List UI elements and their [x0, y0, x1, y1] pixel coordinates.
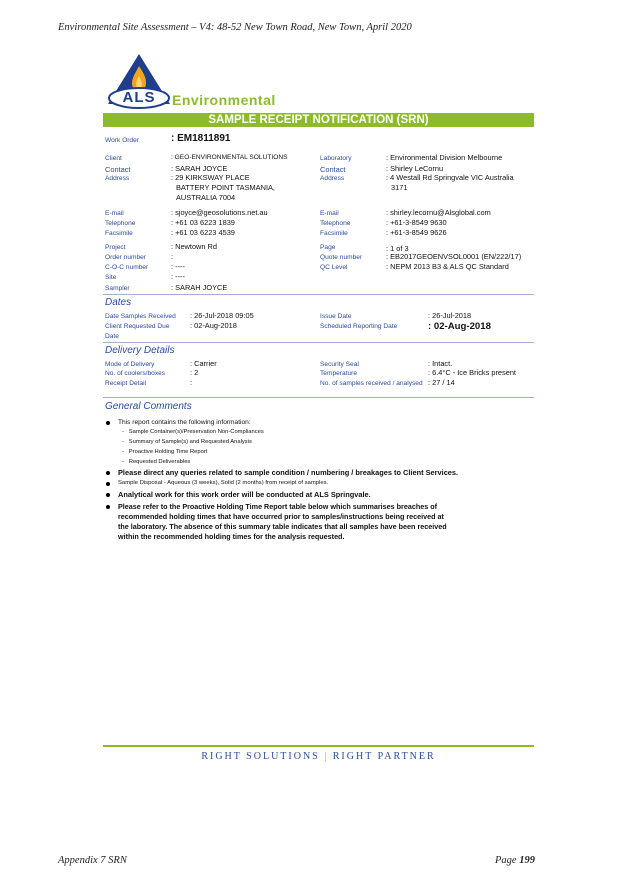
comment-bullet-5-line1: Please refer to the Proactive Holding Time Report table below which summarises breaches of — [118, 502, 438, 511]
facsimile-value: : +61 03 6223 4539 — [171, 228, 235, 238]
email-label: E-mail — [105, 210, 124, 217]
contact-label: Contact — [105, 165, 131, 174]
tagline-left: RIGHT SOLUTIONS — [201, 751, 320, 762]
dates-title: Dates — [105, 297, 132, 308]
scheduled-date-label: Scheduled Reporting Date — [320, 323, 398, 330]
page-footer-right — [495, 855, 535, 866]
lab-telephone-value: : +61-3-8549 9630 — [386, 218, 447, 228]
sampler-label: Sampler — [105, 285, 130, 292]
comment-sub-1-text: Sample Container(s)/Preservation Non-Compliances — [128, 429, 264, 435]
comment-sub-2: - Summary of Sample(s) and Requested Analysis — [122, 439, 252, 445]
address-line1: : 29 KIRKSWAY PLACE — [171, 173, 250, 183]
lab-telephone-label: Telephone — [320, 220, 351, 227]
qc-level-value: : NEPM 2013 B3 & ALS QC Standard — [386, 262, 509, 272]
sampler-value: : SARAH JOYCE — [171, 283, 227, 293]
security-seal-label: Security Seal — [320, 361, 359, 368]
comment-bullet-5-line4: within the recommended holding times for the analysis requested. — [118, 532, 345, 541]
client-requested-value: : 02-Aug-2018 — [190, 321, 237, 331]
mode-delivery-value: : Carrier — [190, 359, 217, 369]
facsimile-label: Facsimile — [105, 230, 133, 237]
coc-number-value: : ---- — [171, 262, 185, 272]
lab-address-label: Address — [320, 175, 345, 182]
divider-after-header — [103, 294, 534, 295]
comment-sub-4: - Requested Deliverables — [122, 459, 191, 465]
address-line3: AUSTRALIA 7004 — [176, 193, 236, 202]
email-value: : sjoyce@geosolutions.net.au — [171, 208, 268, 218]
samples-count-label: No. of samples received / analysed — [320, 380, 423, 387]
temperature-value: : 6.4°C - Ice Bricks present — [428, 368, 516, 378]
bullet-dot — [106, 471, 110, 475]
work-order-label: Work Order — [105, 137, 139, 144]
client-requested-label-2: Date — [105, 333, 119, 340]
lab-facsimile-value: : +61-3-8549 9626 — [386, 228, 447, 238]
tagline-right: RIGHT PARTNER — [332, 751, 436, 762]
lab-contact-label: Contact — [320, 165, 346, 174]
delivery-title: Delivery Details — [105, 345, 175, 356]
site-value: : ---- — [171, 272, 185, 282]
comment-bullet-5-line2: recommended holding times that have occurred prior to samples/instructions being received at — [118, 512, 444, 521]
comment-sub-4-text: Requested Deliverables — [128, 459, 191, 465]
lab-email-label: E-mail — [320, 210, 339, 217]
security-seal-value: : Intact. — [428, 359, 452, 369]
comment-bullet-3: Sample Disposal - Aqueous (3 weeks), Solid (2 months) from receipt of samples. — [118, 480, 329, 486]
page-footer-page-number: 199 — [519, 855, 535, 866]
bullet-dot — [106, 482, 110, 486]
project-label: Project — [105, 244, 126, 251]
page-footer-left: Appendix 7 SRN — [58, 855, 127, 866]
scheduled-date-value: : 02-Aug-2018 — [428, 321, 491, 332]
logo-als-text: ALS — [122, 89, 156, 106]
date-received-value: : 26-Jul-2018 09:05 — [190, 311, 254, 321]
page-footer-page-label: Page — [495, 855, 517, 866]
issue-date-label: Issue Date — [320, 313, 352, 320]
telephone-value: : +61 03 6223 1839 — [171, 218, 235, 228]
laboratory-label: Laboratory — [320, 155, 352, 162]
client-value: : GEO-ENVIRONMENTAL SOLUTIONS — [171, 153, 288, 163]
lab-address-line1: : 4 Westall Rd Springvale VIC Australia — [386, 173, 514, 183]
divider-after-dates — [103, 342, 534, 343]
contact-value: : SARAH JOYCE — [171, 164, 227, 174]
page-value: : 1 of 3 — [386, 244, 409, 254]
order-number-value — [171, 252, 173, 262]
comment-sub-3: - Proactive Holding Time Report — [122, 449, 208, 455]
work-order-number: EM1811891 — [177, 133, 231, 144]
laboratory-value: : Environmental Division Melbourne — [386, 153, 502, 163]
tagline-separator: | — [324, 751, 329, 762]
srn-banner — [103, 113, 534, 127]
project-value: : Newtown Rd — [171, 242, 217, 252]
comment-bullet-2: Please direct any queries related to sample condition / numbering / breakages to Client Services. — [118, 468, 459, 477]
lab-contact-value: : Shirley LeCornu — [386, 164, 443, 174]
comment-sub-3-text: Proactive Holding Time Report — [128, 449, 208, 455]
coolers-value: : 2 — [190, 368, 198, 378]
samples-count-value: : 27 / 14 — [428, 378, 455, 388]
banner-title: SAMPLE RECEIPT NOTIFICATION (SRN) — [208, 114, 429, 126]
page-header: Environmental Site Assessment – V4: 48-52 New Town Road, New Town, April 2020 — [58, 22, 412, 33]
bullet-dot — [106, 505, 110, 509]
qc-level-label: QC Level — [320, 264, 348, 271]
coc-number-label: C-O-C number — [105, 264, 149, 271]
bullet-dot — [106, 421, 110, 425]
address-label: Address — [105, 175, 130, 182]
address-line2: BATTERY POINT TASMANIA, — [176, 183, 275, 192]
comments-title: General Comments — [105, 401, 192, 412]
lab-email-value: : shirley.lecornu@Alsglobal.com — [386, 208, 491, 218]
work-order-value: : EM1811891 — [171, 133, 231, 144]
receipt-detail-value — [190, 378, 192, 388]
logo-brand-text: Environmental — [172, 92, 276, 108]
quote-number-label: Quote number — [320, 254, 363, 261]
comment-bullet-4: Analytical work for this work order will be conducted at ALS Springvale. — [118, 490, 371, 499]
coolers-label: No. of coolers/boxes — [105, 370, 166, 377]
scheduled-date-text: 02-Aug-2018 — [433, 321, 491, 332]
lab-address-line2: 3171 — [391, 183, 408, 192]
comment-sub-2-text: Summary of Sample(s) and Requested Analysis — [128, 439, 252, 445]
page-label: Page — [320, 244, 336, 251]
order-number-label: Order number — [105, 254, 147, 261]
comment-sub-1: - Sample Container(s)/Preservation Non-Compliances — [122, 429, 264, 435]
temperature-label: Temperature — [320, 370, 358, 377]
date-received-label: Date Samples Received — [105, 313, 176, 320]
footer-tagline — [103, 751, 534, 762]
comment-bullet-5-line3: the laboratory. The absence of this summary table indicates that all samples have been received — [118, 522, 447, 531]
client-requested-label: Client Requested Due — [105, 323, 170, 330]
issue-date-value: : 26-Jul-2018 — [428, 311, 471, 321]
telephone-label: Telephone — [105, 220, 136, 227]
als-logo — [104, 52, 174, 110]
divider-after-delivery — [103, 397, 534, 398]
mode-delivery-label: Mode of Delivery — [105, 361, 155, 368]
receipt-detail-label: Receipt Detail — [105, 380, 147, 387]
lab-facsimile-label: Facsimile — [320, 230, 348, 237]
footer-green-rule — [103, 745, 534, 747]
site-label: Site — [105, 274, 117, 281]
comment-bullet-1: This report contains the following information: — [118, 419, 251, 426]
bullet-dot — [106, 493, 110, 497]
quote-number-value: : EB2017GEOENVSOL0001 (EN/222/17) — [386, 252, 521, 262]
client-label: Client — [105, 155, 122, 162]
